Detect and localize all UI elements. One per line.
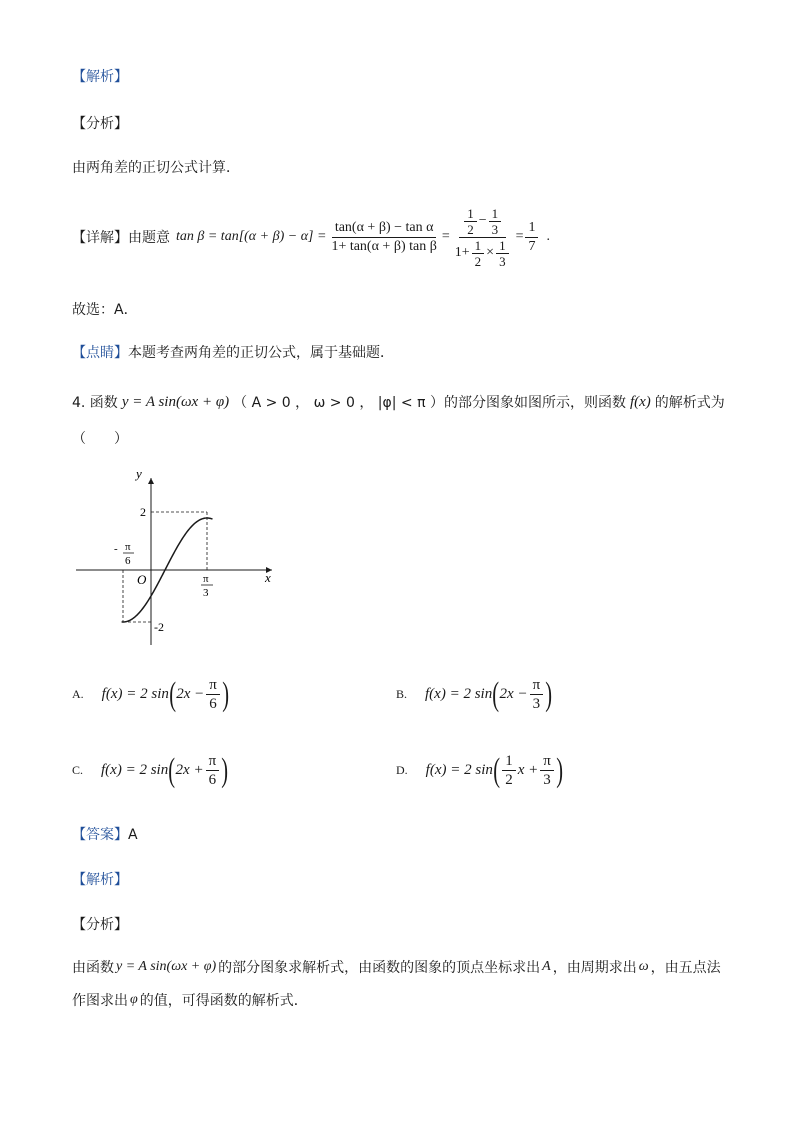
option-a-frac-den: 6: [209, 696, 217, 712]
option-d-frac: [540, 752, 554, 789]
question-4-conditions: （ A > 0 ， ω > 0 ， |φ| < π ）的部分图象如图所示，则函数: [233, 395, 626, 411]
times-sign: ×: [486, 245, 495, 260]
frac-half-2-num: 1: [472, 238, 485, 254]
option-b-frac: [530, 676, 544, 713]
analysis-2-part-a: 由函数: [72, 960, 114, 976]
analysis-2-A: A: [542, 959, 551, 974]
frac-half: [464, 206, 477, 237]
option-a-lhs: f(x) = 2 sin: [101, 686, 169, 702]
option-c[interactable]: [72, 752, 228, 789]
option-c-lparen: (: [168, 751, 176, 789]
option-c-frac: [206, 752, 220, 789]
y-max-tick: 2: [140, 505, 146, 519]
analysis-2-part-d: ，由五点法: [650, 960, 721, 976]
frac-third-num: 1: [489, 206, 502, 222]
neg-pi6-sign: -: [114, 543, 118, 555]
answer-value: A: [128, 827, 138, 843]
neg-pi6-den: 6: [125, 555, 131, 567]
big-frac-numerator: [459, 206, 506, 238]
analysis-2-phi: φ: [130, 992, 138, 1007]
option-d-pre-frac: [502, 752, 516, 789]
y-min-tick: -2: [154, 620, 164, 634]
option-c-frac-num: π: [206, 752, 220, 771]
option-b-inner: 2x −: [499, 686, 528, 702]
big-frac-denominator: [452, 238, 514, 269]
question-4-stem: [72, 392, 725, 412]
option-d-rparen: ): [556, 751, 563, 789]
analysis-text-2-line2: [72, 990, 308, 1010]
result-num: 1: [525, 219, 538, 238]
question-4-prefix: 4. 函数: [72, 395, 118, 411]
option-d-frac-den: 3: [543, 772, 551, 788]
minus-sign: −: [478, 213, 487, 228]
detail-eq-equals: =: [441, 229, 450, 244]
answer-label: 【答案】: [72, 827, 128, 843]
question-4-function: y = A sin(ωx + φ): [121, 393, 230, 410]
answer-line: [72, 824, 138, 844]
option-b-lparen: (: [492, 675, 500, 713]
comment-label: 【点睛】: [72, 345, 128, 361]
option-b-rparen: ): [545, 675, 553, 713]
option-c-inner: 2x +: [175, 762, 204, 778]
neg-pi6-num: π: [125, 541, 131, 553]
option-b-frac-num: π: [530, 676, 544, 695]
y-axis-label: y: [136, 470, 142, 481]
comment-line: [72, 342, 394, 362]
question-4-blank: （ ）: [72, 431, 128, 447]
option-d-pre-frac-num: 1: [502, 752, 516, 771]
origin-label: O: [137, 572, 147, 587]
frac-third-2-num: 1: [496, 238, 509, 254]
option-b[interactable]: [396, 676, 552, 713]
one-plus: 1+: [454, 245, 470, 260]
pi3-num: π: [203, 573, 209, 585]
option-d[interactable]: [396, 752, 563, 789]
frac-half-num: 1: [464, 206, 477, 222]
pi3-den: 3: [203, 587, 209, 599]
detail-eq-result: [525, 219, 538, 256]
detail-eq-equals-2: =: [515, 229, 524, 244]
frac-third-2-den: 3: [499, 253, 506, 269]
frac-half-2: [472, 238, 485, 269]
detail-eq-fraction: [328, 219, 439, 256]
detail-eq-period: .: [546, 229, 550, 244]
option-d-lhs: f(x) = 2 sin: [425, 762, 493, 778]
option-a-frac: [206, 676, 220, 713]
option-a[interactable]: [72, 676, 229, 713]
frac-half-2-den: 2: [474, 253, 482, 269]
frac-third-2: [496, 238, 509, 269]
detail-text: 由题意: [128, 230, 170, 246]
option-b-frac-den: 3: [532, 696, 541, 712]
analysis-heading-1: 【解析】: [72, 69, 128, 85]
answer-choice-text: 故选：A．: [72, 302, 138, 318]
option-c-rparen: ): [221, 751, 229, 789]
option-d-lparen: (: [493, 751, 500, 789]
option-c-frac-den: 6: [208, 772, 217, 788]
analysis-text-2-line1: [72, 957, 721, 977]
detail-eq-numerator: tan(α + β) − tan α: [332, 219, 437, 238]
detail-eq-big-fraction: [452, 206, 514, 269]
option-a-frac-num: π: [206, 676, 220, 695]
detailed-solution: [72, 200, 550, 274]
option-a-label: A.: [72, 687, 84, 701]
option-a-lparen: (: [169, 675, 176, 713]
frac-third: [489, 206, 502, 237]
analysis-sub-heading-2: 【分析】: [72, 917, 128, 933]
option-a-inner: 2x −: [176, 686, 205, 702]
option-b-lhs: f(x) = 2 sin: [425, 686, 493, 702]
analysis-text-1: 由两角差的正切公式计算．: [72, 160, 240, 176]
option-d-frac-num: π: [540, 752, 554, 771]
analysis-heading-2: 【解析】: [72, 872, 128, 888]
sine-graph: [72, 470, 292, 650]
option-c-lhs: f(x) = 2 sin: [101, 762, 169, 778]
question-4-fx: f(x): [629, 393, 651, 410]
option-d-pre-frac-den: 2: [505, 772, 513, 788]
frac-third-den: 3: [491, 221, 499, 237]
option-b-label: B.: [396, 687, 408, 701]
result-den: 7: [528, 238, 536, 254]
frac-half-den: 2: [467, 221, 474, 237]
question-4-suffix: 的解析式为: [654, 395, 725, 411]
detail-eq-lhs: tan β = tan[(α + β) − α] =: [176, 229, 327, 244]
analysis-2-part-c: ，由周期求出: [552, 960, 637, 976]
option-d-inner: x +: [517, 762, 539, 778]
detail-eq-denominator: 1+ tan(α + β) tan β: [331, 238, 437, 254]
comment-text: 本题考查两角差的正切公式，属于基础题．: [128, 345, 394, 361]
analysis-2-part-f: 的值，可得函数的解析式．: [139, 993, 308, 1009]
x-axis-label: x: [265, 570, 271, 585]
option-c-label: C.: [72, 763, 84, 777]
analysis-2-part-e: 作图求出: [72, 993, 128, 1009]
option-a-rparen: ): [222, 675, 229, 713]
analysis-2-part-b: 的部分图象求解析式，由函数的图象的顶点坐标求出: [218, 960, 541, 976]
option-d-label: D.: [396, 763, 408, 777]
analysis-sub-heading-1: 【分析】: [72, 116, 128, 132]
detail-label: 【详解】: [72, 230, 128, 246]
analysis-2-omega: ω: [638, 959, 649, 974]
analysis-2-func: y = A sin(ωx + φ): [116, 959, 217, 974]
